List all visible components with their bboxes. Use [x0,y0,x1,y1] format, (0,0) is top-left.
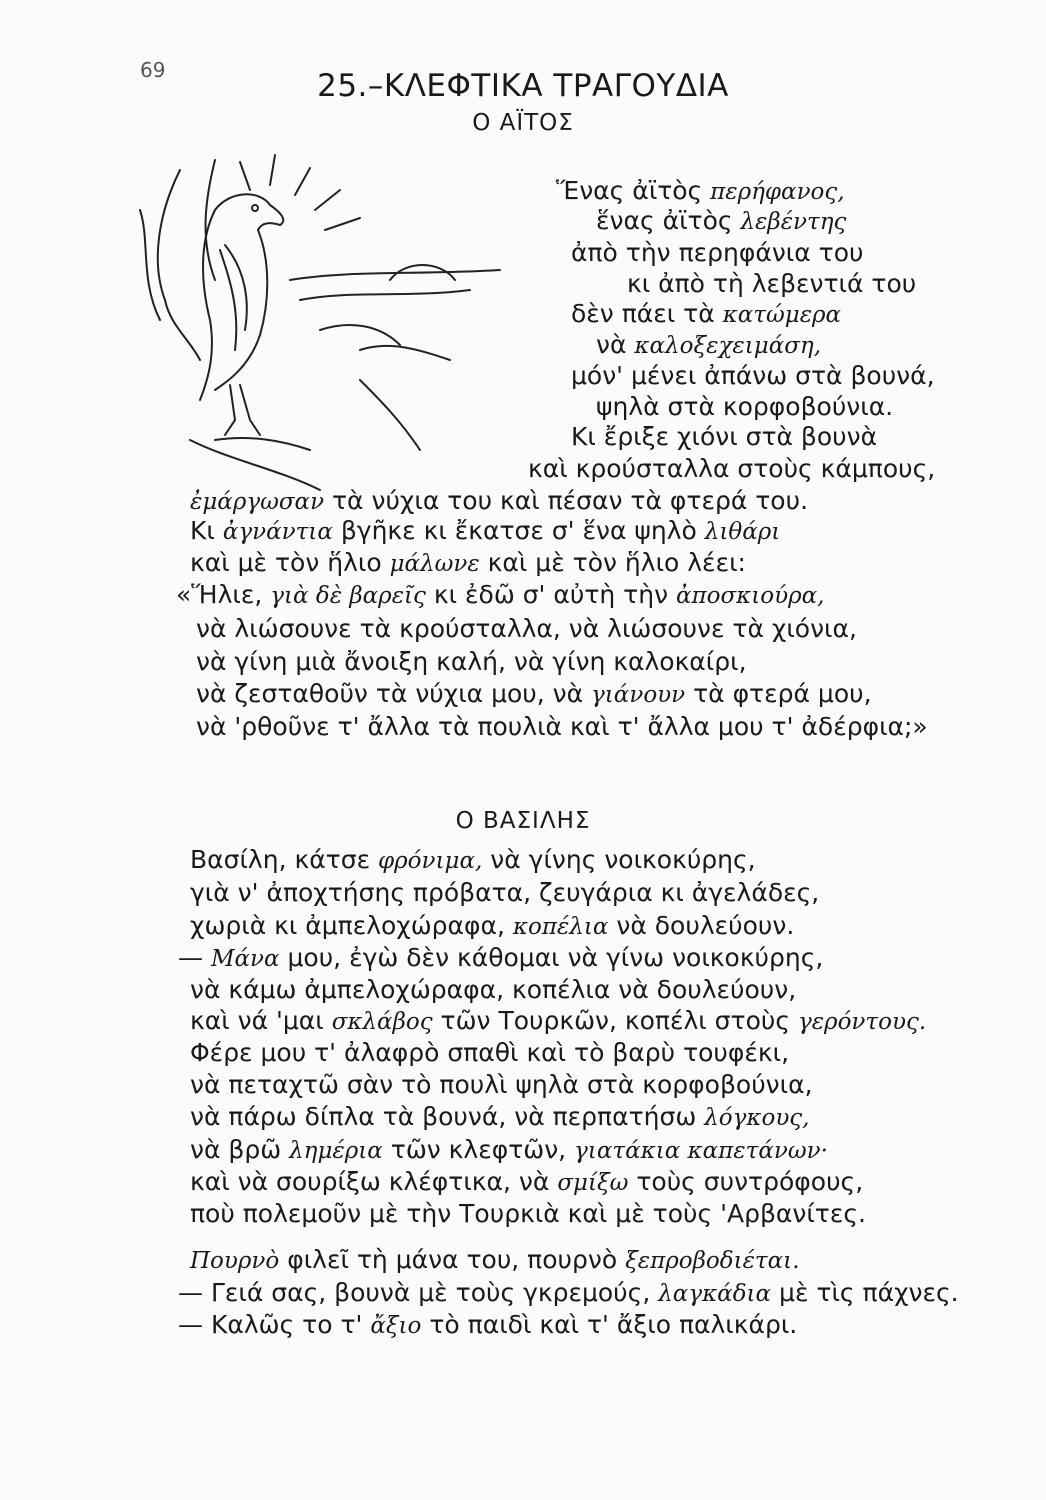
line-text: μου, ἐγὼ δὲν κάθομαι νὰ γίνω νοικοκύρης, [279,943,824,972]
eagle-illustration [120,150,520,495]
poem-line [190,1036,789,1070]
line-text: κι ἐδῶ σ' αὐτὴ τὴν [425,580,676,609]
line-text: Βασίλη, κάτσε [190,845,379,874]
poem-line [190,973,796,1007]
line-text: καὶ μὲ τὸν ἥλιο λέει: [479,548,746,577]
line-text: τὰ νύχια του καὶ πέσαν τὰ φτερά του. [324,486,809,515]
italic-glossed-word: ξεπροβοδιέται. [625,1248,800,1274]
line-text: — [178,943,211,972]
poem-line [571,359,935,393]
italic-glossed-word: φρόνιμα, [378,848,483,874]
italic-glossed-word: λιθάρι [704,519,781,545]
italic-glossed-word: γερόντους. [797,1009,927,1035]
line-text: καὶ μὲ τὸν ἥλιο [190,548,390,577]
line-text: μόν' μένει ἀπάνω στὰ βουνά, [571,361,935,390]
line-text: νὰ γίνης νοικοκύρης, [482,845,756,874]
poem-line [190,876,819,910]
poem-line [190,1197,866,1231]
italic-glossed-word: λημέρια [289,1138,383,1164]
italic-glossed-word: σμίξω [557,1170,629,1196]
italic-glossed-word: Μάνα [210,946,280,972]
italic-glossed-word: λαγκάδια [658,1281,772,1307]
line-text: καὶ νὰ σουρίξω κλέφτικα, νὰ [190,1167,558,1196]
line-text: νὰ [596,330,635,359]
poem-line [571,420,877,454]
line-text: τὸ παιδὶ καὶ τ' ἄξιο παλικάρι. [421,1310,798,1339]
poem-line [596,390,893,424]
poem-line [196,710,928,744]
line-text: ποὺ πολεμοῦν μὲ τὴν Τουρκιὰ καὶ μὲ τοὺς 'Αρβανίτες. [190,1199,866,1228]
line-text: «Ἥλιε, [176,580,271,609]
poem-line [190,514,780,549]
italic-glossed-word: ἀγνάντια [222,519,333,545]
italic-glossed-word: λεβέντης [740,209,847,235]
line-text: φιλεῖ τὴ μάνα του, πουρνὸ [279,1245,626,1274]
poem-line [190,1100,810,1135]
poem-title-aetos: Ο ΑΪΤΟΣ [472,110,574,136]
page-number: 69 [140,58,166,82]
poem-line [627,267,916,301]
poem-line [571,236,864,270]
line-text: νὰ δουλεύουν. [608,911,795,940]
line-text: νὰ βρῶ [190,1135,290,1164]
line-text: τῶν κλεφτῶν, [382,1135,575,1164]
line-text: καὶ κρούσταλλα στοὺς κάμπους, [528,454,936,483]
poem-line [190,546,746,581]
poem-line [528,452,935,486]
poem-line [178,1276,959,1311]
italic-glossed-word: περήφανος, [710,179,845,205]
line-text: δὲν πάει τὰ [571,299,723,328]
italic-glossed-word: γιὰ δὲ βαρεῖς [270,583,426,609]
line-text: — Γειά σας, βουνὰ μὲ τοὺς γκρεμούς, [178,1278,659,1307]
poem-line [196,677,872,712]
poem-line [571,297,841,332]
italic-glossed-word: λόγκους, [704,1105,810,1131]
poem-line [190,909,794,944]
chapter-title: 25.–ΚΛΕΦΤΙΚΑ ΤΡΑΓΟΥΔΙΑ [317,68,729,104]
line-text: νὰ πεταχτῶ σὰν τὸ πουλὶ ψηλὰ στὰ κορφοβούνια, [190,1070,813,1099]
line-text: βγῆκε κι ἔκατσε σ' ἕνα ψηλὸ [332,516,705,545]
poem-line [196,612,857,646]
line-text: Φέρε μου τ' ἀλαφρὸ σπαθὶ καὶ τὸ βαρὺ τουφέκι, [190,1038,790,1067]
line-text: γιὰ ν' ἀποχτήσης πρόβατα, ζευγάρια κι ἀγελάδες, [190,878,820,907]
poem-line [196,645,747,679]
italic-glossed-word: γιάνουν [591,682,686,708]
line-text: τοὺς συντρόφους, [628,1167,864,1196]
italic-glossed-word: ἀποσκιούρα, [675,583,825,609]
line-text: νὰ ζεσταθοῦν τὰ νύχια μου, νὰ [196,679,592,708]
poem-line [176,578,824,613]
line-text: νὰ κάμω ἀμπελοχώραφα, κοπέλια νὰ δουλεύουν, [190,975,797,1004]
line-text: χωριὰ κι ἀμπελοχώραφα, [190,911,513,940]
line-text: τὰ φτερά μου, [685,679,872,708]
line-text: Κι ἔριξε χιόνι στὰ βουνὰ [571,422,878,451]
poem-line [178,1308,797,1343]
poem-line [190,1243,800,1278]
poem-line [190,1165,863,1200]
line-text: μὲ τὶς πάχνες. [771,1278,959,1307]
line-text: καὶ νά 'μαι [190,1006,332,1035]
italic-glossed-word: ἐμάργωσαν [190,489,325,515]
line-text: Ἕνας ἀϊτὸς [556,176,711,205]
line-text: Κι [190,516,223,545]
line-text: κι ἀπὸ τὴ λεβεντιά του [627,269,917,298]
italic-glossed-word: Πουρνὸ [190,1248,280,1274]
line-text: ἀπὸ τὴν περηφάνια του [571,238,864,267]
line-text: νὰ γίνη μιὰ ἄνοιξη καλή, νὰ γίνη καλοκαίρι, [196,647,747,676]
poem-line [596,328,821,363]
italic-glossed-word: μάλωνε [389,551,480,577]
italic-glossed-word: σκλάβος [331,1009,433,1035]
line-text: νὰ πάρω δίπλα τὰ βουνά, νὰ περπατήσω [190,1102,705,1131]
poem-line [596,204,846,239]
line-text: ἕνας ἀϊτὸς [596,206,741,235]
italic-glossed-word: κατώμερα [722,302,842,328]
poem-title-vasilis: Ο ΒΑΣΙΛΗΣ [455,808,591,834]
italic-glossed-word: γιατάκια καπετάνων· [574,1138,828,1164]
italic-glossed-word: κοπέλια [512,914,609,940]
poem-line [190,843,756,878]
italic-glossed-word: καλοξεχειμάση, [634,333,822,359]
poem-line [178,941,823,976]
line-text: τῶν Τουρκῶν, κοπέλι στοὺς [432,1006,798,1035]
line-text: ψηλὰ στὰ κορφοβούνια. [596,392,894,421]
line-text: νὰ λιώσουνε τὰ κρούσταλλα, νὰ λιώσουνε τὰ χιόνια, [196,614,857,643]
line-text: — Καλῶς το τ' [178,1310,371,1339]
poem-line [190,1004,926,1039]
poem-line [190,1133,828,1168]
poem-line [190,1068,813,1102]
italic-glossed-word: ἄξιο [370,1313,422,1339]
line-text: νὰ 'ρθοῦνε τ' ἄλλα τὰ πουλιὰ καὶ τ' ἄλλα μου τ' ἀδέρφια;» [196,712,928,741]
